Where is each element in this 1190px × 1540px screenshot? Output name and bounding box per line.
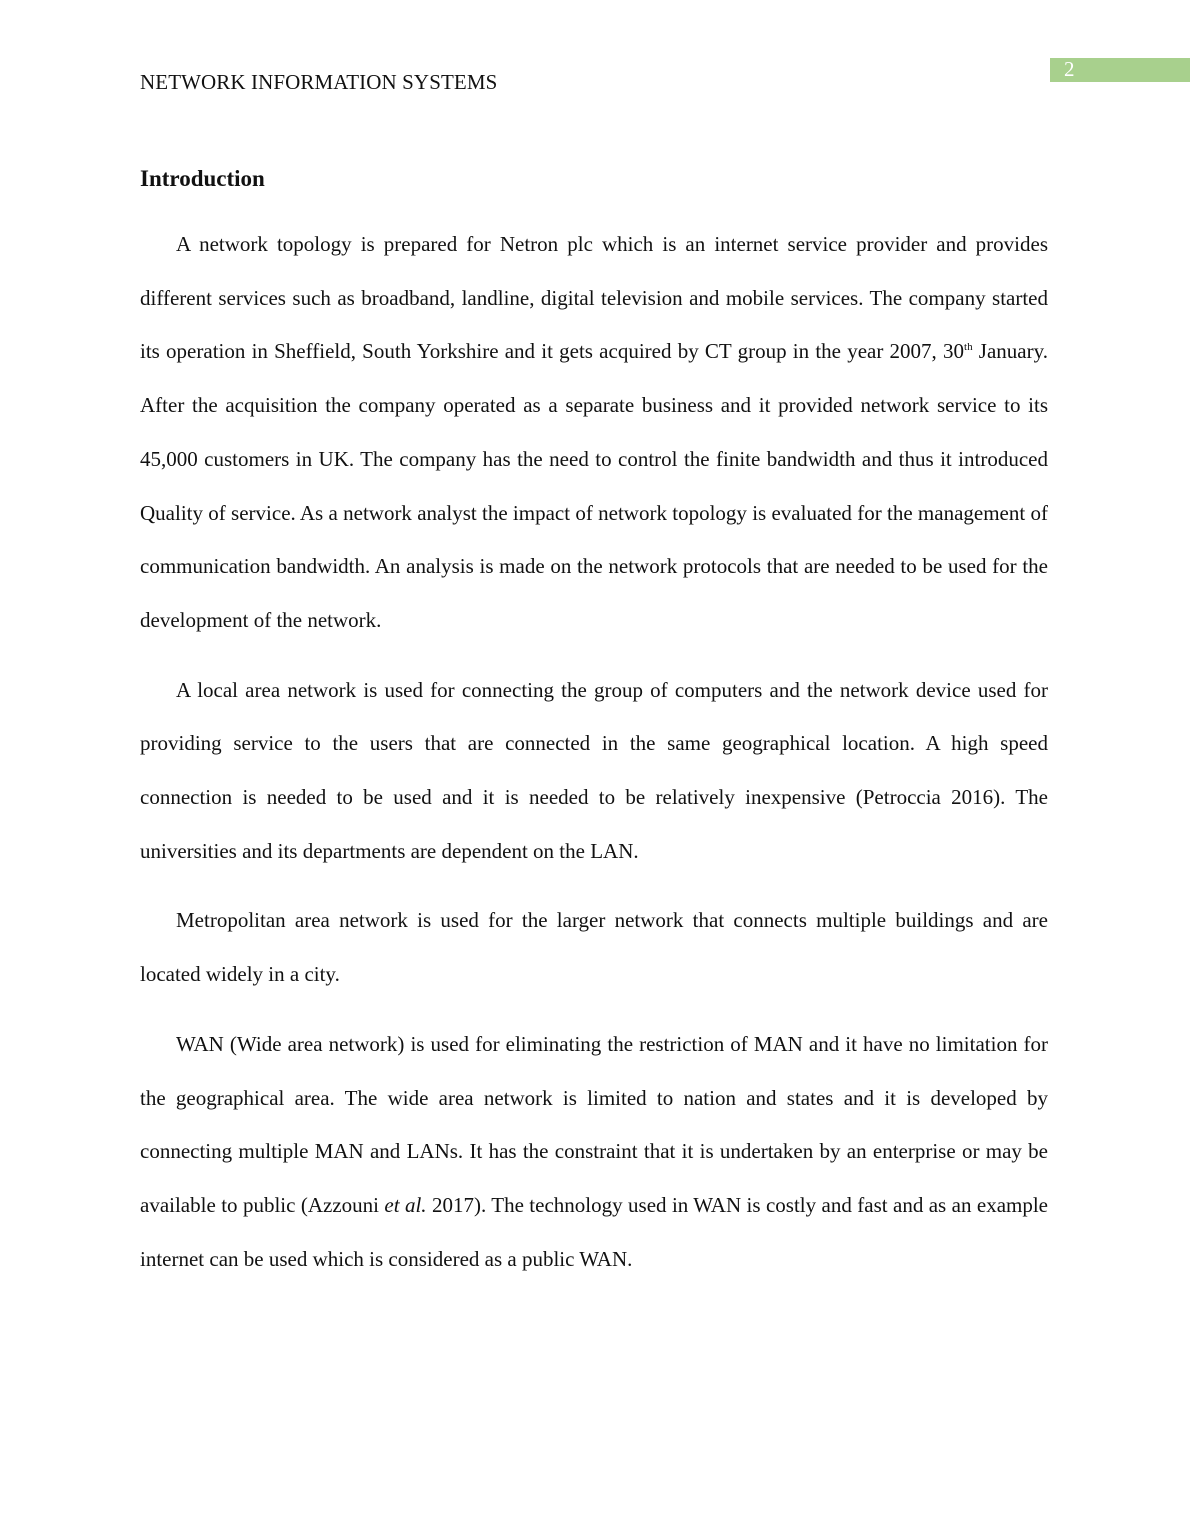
citation-italic: et al. — [384, 1192, 427, 1217]
paragraph-text: January. After the acquisition the company operated as a separate business and it provided network service to its 45,000 customers in UK. The company has the need to control the finite bandwidth and thus it introduced Quality of service. As a network analyst the impact of network topology is evaluated for the management of communication bandwidth. An analysis is made on the network protocols that are needed to be used for the development of the network. — [140, 339, 1048, 632]
paragraph-text: 2017). The technology used in WAN is costly and fast and as an example internet can be used which is considered as a public WAN. — [140, 1192, 1049, 1271]
paragraph-man: Metropolitan area network is used for the larger network that connects multiple buildings and are located widely in a city. — [140, 908, 1048, 987]
running-head: NETWORK INFORMATION SYSTEMS — [140, 70, 498, 94]
paragraph-intro — [140, 218, 1048, 648]
paragraph-lan: A local area network is used for connecting the group of computers and the network device used for providing service to the users that are connected in the same geographical location. A high speed connection is needed to be used and it is needed to be relatively inexpensive (Petroccia 2016). The universities and its departments are dependent on the LAN. — [140, 677, 1048, 863]
section-heading: Introduction — [140, 166, 265, 191]
paragraph-text: WAN (Wide area network) is used for eliminating the restriction of MAN and it have no limitation for the geographical area. The wide area network is limited to nation and states and it is developed by connecting multiple MAN and LANs. It has the constraint that it is undertaken by an enterprise or may be available to public (Azzouni — [140, 1031, 1048, 1217]
page-number: 2 — [1064, 57, 1075, 81]
page-number-badge — [1050, 58, 1190, 82]
paragraph-text: A network topology is prepared for Netron plc which is an internet service provider and provides different services such as broadband, landline, digital television and mobile services. The company started its operation in Sheffield, South Yorkshire and it gets acquired by CT group in the year 2007, 30 — [140, 232, 1048, 364]
paragraph-wan — [140, 1018, 1048, 1287]
ordinal-suffix: th — [964, 341, 973, 354]
document-body — [140, 160, 1048, 1302]
